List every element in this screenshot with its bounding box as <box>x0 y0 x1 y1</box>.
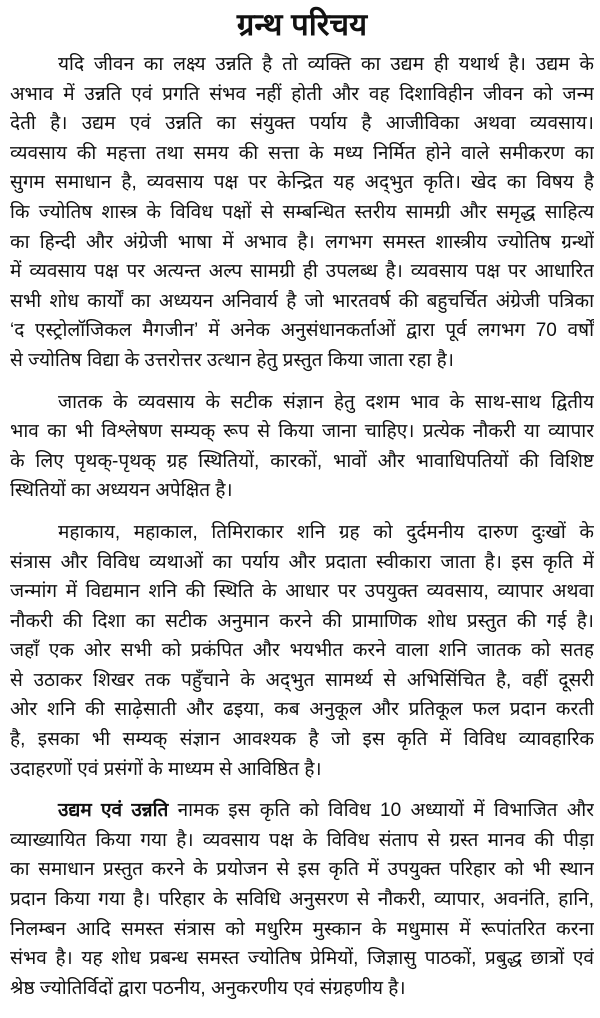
text-line: का हिन्दी और अंग्रेजी भाषा में अभाव है। लगभग समस्त शास्त्रीय ज्योतिष ग्रन्थों <box>10 231 594 253</box>
text-line: स्थितियों का अध्ययन अपेक्षित है। <box>10 480 233 502</box>
text-line: भाव का भी विश्लेषण सम्यक् रूप से किया जाना चाहिए। प्रत्येक नौकरी या व्यापार <box>10 421 594 443</box>
text-line: कि ज्योतिष शास्त्र के विविध पक्षों से सम्बन्धित स्तरीय सामग्री और समृद्ध साहित्य <box>10 201 594 223</box>
text-line: ‘द एस्ट्रोलॉजिकल मैगजीन’ में अनेक अनुसंधानकर्ताओं द्वारा पूर्व लगभग 70 वर्षों <box>10 320 594 342</box>
page-title: ग्रन्थ परिचय <box>236 7 368 42</box>
text-line: उदाहरणों एवं प्रसंगों के माध्यम से आविष्ठित है। <box>10 758 322 780</box>
text-line: प्रदान किया गया है। परिहार के सविधि अनुसरण से नौकरी, व्यापार, अवनंति, हानि, <box>10 889 594 911</box>
text-span: नामक इस कृति को विविध 10 अध्यायों में विभाजित और <box>168 800 594 822</box>
text-line: है, इसका भी सम्यक् संज्ञान आवश्यक है जो इस कृति में विविध व्यावहारिक <box>10 729 594 751</box>
text-line: ओर शनि की साढ़ेसाती और ढइया, कब अनुकूल और प्रतिकूल फल प्रदान करती <box>10 699 594 721</box>
text-line: जन्मांग में विद्यमान शनि की स्थिति के आधार पर उपयुक्त व्यवसाय, व्यापार अथवा <box>10 581 594 603</box>
text-line: से उठाकर शिखर तक पहुँचाने के अद्‌भुत सामर्थ्य से अभिसिंचित है, वहीं दूसरी <box>10 669 594 691</box>
text-line: व्याख्यायित किया गया है। व्यवसाय पक्ष के विविध संताप से ग्रस्त मानव की पीड़ा <box>10 829 594 851</box>
text-line: का समाधान प्रस्तुत करने के प्रयोजन से इस कृति में उपयुक्त परिहार को भी स्थान <box>10 859 594 881</box>
text-line: जहाँ एक ओर सभी को प्रकंपित और भयभीत करने वाला शनि जातक को सतह <box>10 640 594 662</box>
text-line: श्रेष्ठ ज्योतिर्विदों द्वारा पठनीय, अनुकरणीय एवं संग्रहणीय है। <box>10 977 406 999</box>
text-line: से ज्योतिष विद्या के उत्तरोत्तर उत्थान हेतु प्रस्तुत किया जाता रहा है। <box>10 349 454 371</box>
book-title-emphasis: उद्यम एवं उन्नति <box>58 800 169 822</box>
paragraph <box>10 388 594 506</box>
text-line: निलम्बन आदि समस्त संत्रास को मधुरिम मुस्कान के मधुमास में रूपांतरित करना <box>10 918 594 940</box>
document-body <box>10 50 594 1003</box>
text-line: यदि जीवन का लक्ष्य उन्नति है तो व्यक्ति का उद्यम ही यथार्थ है। उद्यम के <box>58 54 594 75</box>
text-line: महाकाय, महाकाल, तिमिराकार शनि ग्रह को दुर्दमनीय दारुण दुःखों के <box>58 521 594 543</box>
text-line: में व्यवसाय पक्ष पर अत्यन्त अल्प सामग्री ही उपलब्ध है। व्यवसाय पक्ष पर आधारित <box>10 261 594 283</box>
paragraph <box>10 50 594 376</box>
text-line <box>10 796 594 826</box>
paragraph <box>10 518 594 784</box>
text-line: व्यवसाय की महत्ता तथा समय की सत्ता के मध्य निर्मित होने वाले समीकरण का <box>10 142 594 164</box>
text-line: सभी शोध कार्यों का अध्ययन अनिवार्य है जो भारतवर्ष की बहुचर्चित अंग्रेजी पत्रिका <box>10 290 594 312</box>
text-line: संत्रास और विविध व्यथाओं का पर्याय और प्रदाता स्वीकारा जाता है। इस कृति में <box>10 551 594 573</box>
text-line: संभव है। यह शोध प्रबन्ध समस्त ज्योतिष प्रेमियों, जिज्ञासु पाठकों, प्रबुद्ध छात्रों एवं <box>10 948 594 970</box>
text-line: जातक के व्यवसाय के सटीक संज्ञान हेतु दशम भाव के साथ-साथ द्वितीय <box>58 391 594 413</box>
text-line: सुगम समाधान है, व्यवसाय पक्ष पर केन्द्रित यह अद्‌भुत कृति। खेद का विषय है <box>10 172 594 194</box>
text-line: अभाव में उन्नति एवं प्रगति संभव नहीं होती और वह दिशाविहीन जीवन को जन्म <box>10 83 594 105</box>
text-line: के लिए पृथक्-पृथक् ग्रह स्थितियों, कारकों, भावों और भावाधिपतियों की विशिष्ट <box>10 450 594 472</box>
paragraph <box>10 796 594 1003</box>
text-line: नौकरी की दिशा का सटीक अनुमान करने की प्रामाणिक शोध प्रस्तुत की गई है। <box>10 610 594 632</box>
text-line: देती है। उद्यम एवं उन्नति का संयुक्त पर्याय है आजीविका अथवा व्यवसाय। <box>10 113 594 135</box>
